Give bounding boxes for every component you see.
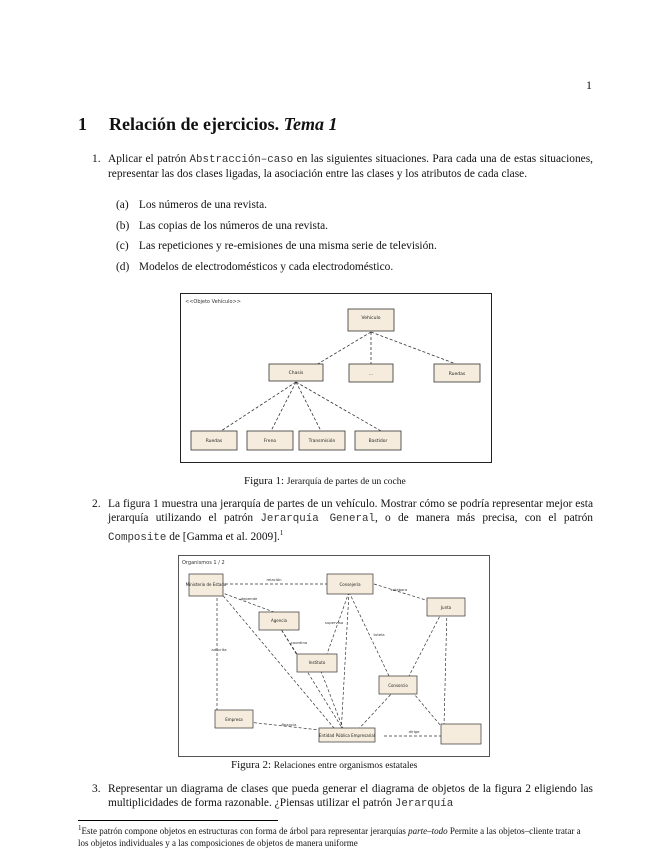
figure-2-stereotype: Organismos 1 / 2	[182, 560, 225, 566]
subitem-c	[116, 239, 437, 253]
footnote-ref[interactable]: 1	[279, 529, 284, 537]
fig2-box-junta: Junta	[440, 605, 452, 610]
figure-2-caption	[231, 759, 417, 771]
exercise-2-pattern-1: Jerarquía General	[260, 513, 375, 525]
fig2-rel-7: coordina	[290, 640, 308, 645]
exercise-2	[92, 497, 593, 545]
fig1-label-freno: Freno	[263, 439, 277, 444]
section-number: 1	[78, 114, 87, 134]
exercise-3	[92, 782, 593, 812]
fig2-rel-4: supervisa	[324, 620, 344, 625]
exercise-1-text-after: en las siguientes situaciones. Para cada una de estas situaciones, representar las dos clases ligadas, la asociación entre las clases y los atributos de cada clase.	[108, 153, 594, 180]
section-title	[78, 114, 337, 135]
section-title-italic: Tema 1	[283, 114, 338, 134]
exercise-3-pattern: Jerarquía	[394, 798, 454, 810]
figure-2	[178, 555, 490, 757]
figure-1-caption-text: Jerarquía de partes de un coche	[286, 477, 406, 487]
subitem-c-text: Las repeticiones y re-emisiones de una misma serie de televisión.	[138, 240, 437, 252]
fig2-box-consorcio: Consorcio	[388, 683, 408, 688]
exercise-2-text-1: La figura 1 muestra una jerarquía de partes de un vehículo. Mostrar cómo se podría representar mejor esta jerarquía utilizando el patrón	[108, 498, 593, 524]
fig2-rel-2: depende	[240, 596, 258, 601]
figure-1-diagram	[181, 294, 491, 462]
subitem-d-text: Modelos de electrodomésticos y cada electrodoméstico.	[138, 261, 394, 273]
exercise-2-label: 2.	[92, 498, 101, 510]
fig2-rel-6: adscrita	[211, 647, 227, 652]
exercise-1-label: 1.	[92, 153, 101, 165]
fig1-label-ruedas: Ruedas	[205, 439, 223, 444]
figure-1-caption	[244, 475, 406, 487]
figure-1	[180, 293, 492, 463]
footnote-text-2: Permite a las objetos–cliente tratar a los objetos individuales y a las composiciones de objetos de manera uniforme	[78, 826, 581, 848]
exercise-2-text-3: de [Gamma et al. 2009].	[169, 530, 280, 543]
exercise-1-text-before: Aplicar el patrón	[108, 153, 187, 165]
subitem-b	[116, 219, 328, 233]
subitem-a-text: Los números de una revista.	[138, 199, 267, 211]
page-number: 1	[586, 78, 592, 92]
fig1-label-ruedas-top: Ruedas	[448, 372, 466, 377]
fig2-box-ministerio: Ministerio de Estado	[185, 582, 227, 587]
exercise-3-text: Representar un diagrama de clases que pueda generar el diagrama de objetos de la figura 2 eligiendo las multiplicidades de forma razonable. ¿Piensas utilizar el patrón	[108, 783, 593, 809]
fig1-label-chasis: Chasis	[288, 371, 304, 376]
figure-1-caption-label: Figura 1:	[244, 475, 285, 487]
figure-2-diagram	[179, 556, 489, 756]
footnote	[78, 822, 593, 849]
fig2-rel-9: dirige	[408, 729, 420, 734]
exercise-2-pattern-2: Composite	[108, 531, 167, 544]
figure-1-stereotype: <<Objeto Vehículo>>	[185, 299, 241, 305]
fig2-box-entidad: Entidad Pública Empresarial	[319, 733, 375, 738]
exercise-1	[92, 152, 594, 181]
fig2-rel-3: colabora	[390, 587, 408, 592]
figure-2-caption-text: Relaciones entre organismos estatales	[273, 761, 418, 771]
fig2-box-consejeria: Consejería	[339, 582, 361, 587]
fig2-box-agencia: Agencia	[270, 618, 288, 623]
subitem-a-label: (a)	[116, 199, 129, 211]
exercise-2-text-2: , o de manera más precisa, con el patrón	[374, 512, 593, 524]
subitem-d	[116, 260, 393, 274]
fig2-box-empresa: Empresa	[225, 717, 243, 722]
subitem-b-text: Las copias de los números de una revista.	[138, 220, 329, 232]
fig1-label-transmision: Transmisión	[308, 439, 336, 444]
fig2-box-instituto: Instituto	[308, 660, 326, 665]
figure-2-caption-label: Figura 2:	[231, 759, 272, 771]
section-title-text: Relación de ejercicios.	[109, 114, 280, 134]
footnote-rule	[78, 820, 278, 821]
subitem-d-label: (d)	[116, 261, 130, 273]
fig1-label-bastidor: Bastidor	[368, 439, 388, 444]
footnote-mark: 1	[78, 824, 82, 832]
exercise-3-label: 3.	[92, 783, 101, 795]
fig1-label-vehiculo: Vehículo	[361, 316, 381, 321]
subitem-c-label: (c)	[116, 240, 129, 252]
fig2-rel-5: tutela	[373, 632, 385, 637]
exercise-1-pattern: Abstracción–caso	[189, 154, 294, 166]
fig1-label-dots: ...	[368, 372, 374, 377]
fig2-rel-8: financia	[281, 722, 297, 727]
footnote-italic: parte–todo	[408, 826, 448, 836]
fig2-rel-1: relación	[266, 577, 282, 582]
footnote-text-1: Este patrón compone objetos en estructuras con forma de árbol para representar jerarquías	[81, 826, 406, 836]
subitem-b-label: (b)	[116, 220, 130, 232]
subitem-a	[116, 198, 267, 212]
